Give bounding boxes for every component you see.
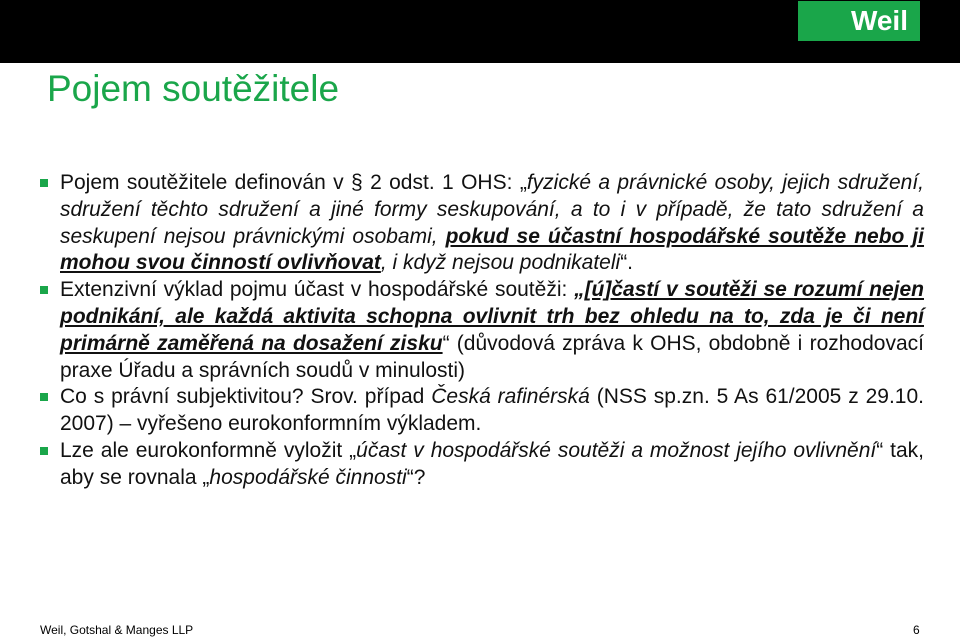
bullet-square-icon [40, 179, 48, 187]
text-run-italic: fyzické a právnické osoby, jejich sdružení, sdružení těchto sdružení a jiné formy seskupování, a to i v případě, že tato sdružení a seskupení nejsou právnickými osobami, [60, 171, 924, 248]
text-run: (NSS sp.zn. 5 As 61/2005 z 29.10. 2007) – vyřešeno eurokonformním výkladem. [60, 385, 924, 436]
text-run-italic: , i když nejsou podnikateli [380, 251, 621, 275]
text-run: Pojem soutěžitele definován v § 2 odst. 1 OHS: „ [60, 171, 527, 194]
bullet-square-icon [40, 286, 48, 294]
footer-company: Weil, Gotshal & Manges LLP [40, 623, 194, 637]
text-run: “? [406, 465, 426, 489]
text-run: “ (důvodová zpráva k OHS, obdobně i rozhodovací praxe Úřadu a správních soudů v minulosti) [60, 331, 924, 382]
text-run: Lze ale eurokonformně vyložit „ [60, 438, 357, 462]
text-run-italic: účast v hospodářské soutěži a možnost jejího ovlivnění [356, 438, 877, 462]
text-run: Co s právní subjektivitou? Srov. případ [60, 385, 432, 409]
text-run-emphasis: pokud se účastní hospodářské soutěže nebo ji mohou svou činností ovlivňovat [60, 224, 925, 275]
text-run-emphasis: „[ú]častí v soutěži se rozumí nejen podnikání, ale každá aktivita schopna ovlivnit trh bez ohledu na to, zda je či není primárně zaměřená na dosažení zisku [60, 278, 924, 355]
bullet-square-icon [40, 393, 48, 401]
page-number: 6 [913, 623, 920, 637]
text-run: “ tak, aby se rovnala „ [60, 438, 924, 489]
bullet-item [40, 438, 924, 492]
bullet-item [40, 384, 924, 438]
weil-logo [798, 1, 920, 41]
slide-content [40, 170, 924, 492]
bullet-item [40, 277, 924, 384]
slide-title: Pojem soutěžitele [47, 68, 340, 109]
text-run-italic: hospodářské činnosti [209, 465, 407, 489]
text-run: “. [620, 251, 634, 275]
bullet-item [40, 170, 924, 277]
bullet-square-icon [40, 447, 48, 455]
logo-text: Weil [850, 5, 908, 36]
text-run: Extenzivní výklad pojmu účast v hospodářské soutěži: [60, 278, 575, 302]
text-run-italic: Česká rafinérská [431, 385, 590, 409]
